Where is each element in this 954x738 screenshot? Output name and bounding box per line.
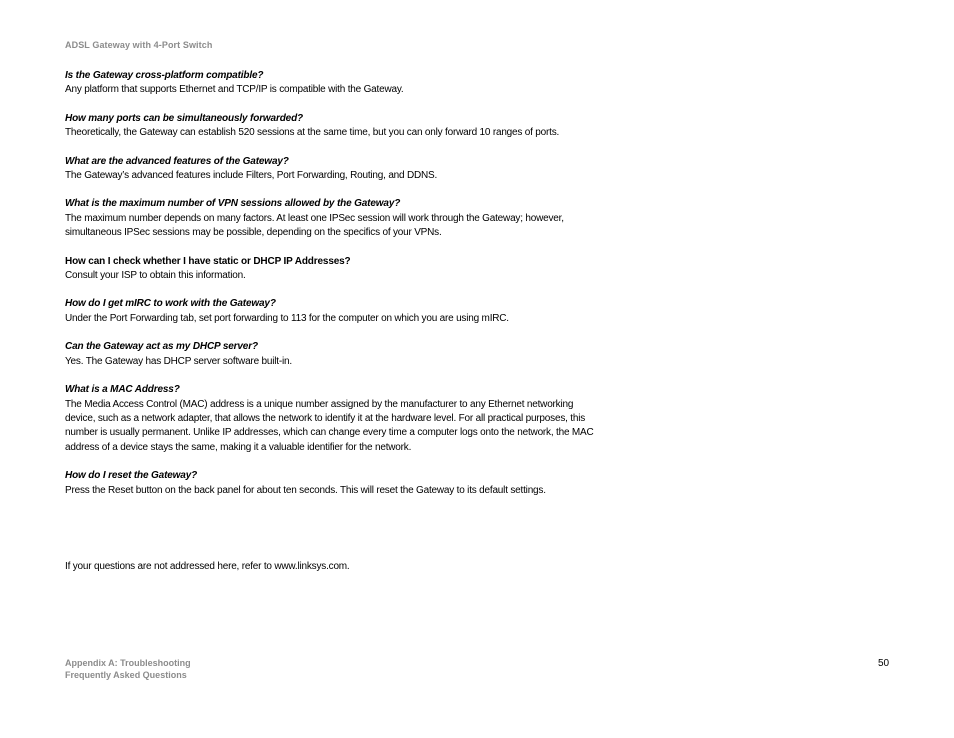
footer-section-title: Appendix A: Troubleshooting xyxy=(65,658,191,668)
faq-answer: The Media Access Control (MAC) address is a unique number assigned by the manufacturer to any Ethernet networking device, such as a network adapter, that allows the network to identify it at the hardware level. For all practical purposes, this number is usually permanent. Unlike IP addresses, which can change every time a computer logs onto the network, the MAC address of a device stays the same, making it a valuable identifier for the network. xyxy=(65,398,594,453)
faq-item-vpn-sessions xyxy=(65,197,595,240)
faq-question: Is the Gateway cross-platform compatible? xyxy=(65,70,264,81)
faq-question: How can I check whether I have static or DHCP IP Addresses? xyxy=(65,255,351,267)
faq-item-mirc xyxy=(65,297,595,326)
faq-question: What are the advanced features of the Gateway? xyxy=(65,155,289,167)
faq-answer: Under the Port Forwarding tab, set port forwarding to 113 for the computer on which you are using mIRC. xyxy=(65,312,509,324)
faq-item-cross-platform xyxy=(65,69,595,98)
faq-list xyxy=(65,69,595,512)
footer-subsection-title: Frequently Asked Questions xyxy=(65,670,187,680)
faq-question: How do I reset the Gateway? xyxy=(65,470,198,482)
faq-item-advanced-features xyxy=(65,155,595,184)
document-header-title: ADSL Gateway with 4-Port Switch xyxy=(65,40,213,50)
faq-answer: The Gateway’s advanced features include Filters, Port Forwarding, Routing, and DDNS. xyxy=(65,170,438,182)
faq-answer: Any platform that supports Ethernet and TCP/IP is compatible with the Gateway. xyxy=(65,84,404,96)
faq-question: How many ports can be simultaneously forwarded? xyxy=(65,112,303,124)
faq-question: Can the Gateway act as my DHCP server? xyxy=(65,341,258,353)
faq-answer: The maximum number depends on many factors. At least one IPSec session will work through the Gateway; however, simultaneous IPSec sessions may be possible, depending on the specifics of your VPNs. xyxy=(65,212,564,239)
page-footer xyxy=(65,657,191,681)
faq-item-port-forwarding xyxy=(65,112,595,141)
faq-question: What is the maximum number of VPN sessions allowed by the Gateway? xyxy=(65,198,401,210)
faq-answer: Theoretically, the Gateway can establish 520 sessions at the same time, but you can only forward 10 ranges of ports. xyxy=(65,127,560,139)
faq-answer: Press the Reset button on the back panel for about ten seconds. This will reset the Gateway to its default settings. xyxy=(65,484,546,496)
faq-item-ip-addresses xyxy=(65,255,595,284)
faq-item-reset xyxy=(65,469,595,498)
faq-item-dhcp-server xyxy=(65,340,595,369)
faq-answer: Yes. The Gateway has DHCP server software built-in. xyxy=(65,355,292,367)
faq-item-mac-address xyxy=(65,383,595,455)
faq-question: How do I get mIRC to work with the Gateway? xyxy=(65,298,276,310)
faq-question: What is a MAC Address? xyxy=(65,384,180,396)
closing-note: If your questions are not addressed here, refer to www.linksys.com. xyxy=(65,561,350,572)
faq-answer: Consult your ISP to obtain this information. xyxy=(65,270,246,282)
page-number: 50 xyxy=(878,658,890,669)
